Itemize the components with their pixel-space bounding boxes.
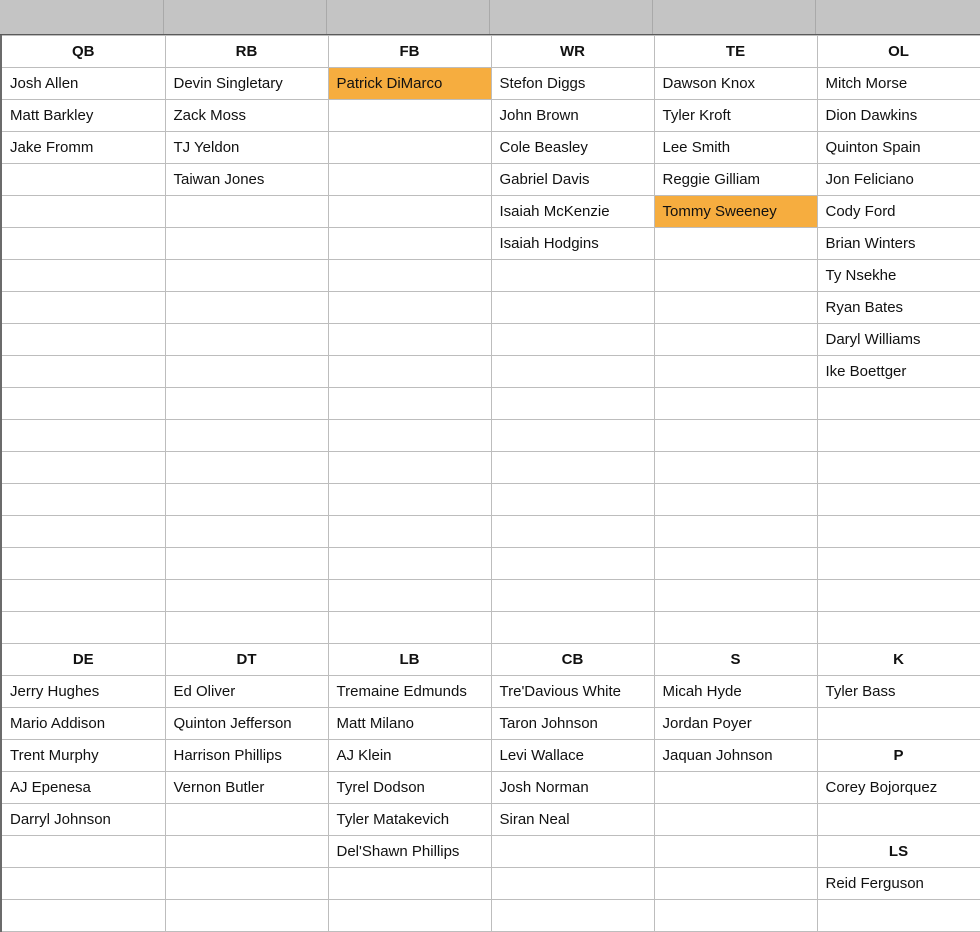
table-row <box>1 132 980 164</box>
empty-cell[interactable] <box>817 388 980 420</box>
empty-cell[interactable] <box>1 484 165 516</box>
column-header-bar[interactable] <box>0 0 980 36</box>
column-separator[interactable] <box>815 0 816 34</box>
empty-cell[interactable] <box>328 356 491 388</box>
empty-cell[interactable] <box>491 868 654 900</box>
position-header[interactable]: K <box>817 644 980 676</box>
empty-cell[interactable] <box>1 292 165 324</box>
empty-cell[interactable] <box>1 228 165 260</box>
empty-cell[interactable] <box>165 356 328 388</box>
table-row <box>1 484 980 516</box>
table-row <box>1 356 980 388</box>
table-row <box>1 868 980 900</box>
empty-cell[interactable] <box>491 324 654 356</box>
empty-cell[interactable] <box>491 836 654 868</box>
position-header[interactable]: DT <box>165 644 328 676</box>
player-cell[interactable]: Ty Nsekhe <box>817 260 980 292</box>
empty-cell[interactable] <box>328 228 491 260</box>
player-cell[interactable]: Dion Dawkins <box>817 100 980 132</box>
empty-cell[interactable] <box>165 900 328 932</box>
player-cell[interactable]: Darryl Johnson <box>1 804 165 836</box>
table-row <box>1 228 980 260</box>
table-row <box>1 68 980 100</box>
empty-cell[interactable] <box>491 388 654 420</box>
empty-cell[interactable] <box>328 900 491 932</box>
player-cell[interactable]: Harrison Phillips <box>165 740 328 772</box>
empty-cell[interactable] <box>654 836 817 868</box>
player-cell[interactable]: Jerry Hughes <box>1 676 165 708</box>
empty-cell[interactable] <box>654 868 817 900</box>
empty-cell[interactable] <box>328 452 491 484</box>
empty-cell[interactable] <box>491 484 654 516</box>
empty-cell[interactable] <box>328 484 491 516</box>
position-header-row <box>1 36 980 68</box>
player-cell[interactable]: Jaquan Johnson <box>654 740 817 772</box>
player-cell[interactable]: Quinton Jefferson <box>165 708 328 740</box>
empty-cell[interactable] <box>328 548 491 580</box>
table-row <box>1 516 980 548</box>
empty-cell[interactable] <box>165 292 328 324</box>
empty-cell[interactable] <box>817 548 980 580</box>
empty-cell[interactable] <box>165 196 328 228</box>
empty-cell[interactable] <box>491 548 654 580</box>
column-separator[interactable] <box>489 0 490 34</box>
player-cell[interactable]: AJ Epenesa <box>1 772 165 804</box>
empty-cell[interactable] <box>817 804 980 836</box>
empty-cell[interactable] <box>654 900 817 932</box>
empty-cell[interactable] <box>817 420 980 452</box>
table-row <box>1 452 980 484</box>
player-cell[interactable]: Levi Wallace <box>491 740 654 772</box>
player-cell[interactable]: Tyrel Dodson <box>328 772 491 804</box>
empty-cell[interactable] <box>817 516 980 548</box>
empty-cell[interactable] <box>1 868 165 900</box>
empty-cell[interactable] <box>328 164 491 196</box>
position-header[interactable]: FB <box>328 36 491 68</box>
empty-cell[interactable] <box>654 260 817 292</box>
empty-cell[interactable] <box>165 804 328 836</box>
player-cell[interactable]: Siran Neal <box>491 804 654 836</box>
empty-cell[interactable] <box>817 900 980 932</box>
empty-cell[interactable] <box>165 612 328 644</box>
table-row <box>1 420 980 452</box>
empty-cell[interactable] <box>654 580 817 612</box>
empty-cell[interactable] <box>1 260 165 292</box>
player-cell[interactable]: Taron Johnson <box>491 708 654 740</box>
position-header[interactable]: S <box>654 644 817 676</box>
player-cell[interactable]: Vernon Butler <box>165 772 328 804</box>
player-cell[interactable]: Isaiah Hodgins <box>491 228 654 260</box>
player-cell[interactable]: Gabriel Davis <box>491 164 654 196</box>
empty-cell[interactable] <box>1 612 165 644</box>
table-row <box>1 612 980 644</box>
position-header[interactable]: WR <box>491 36 654 68</box>
empty-cell[interactable] <box>491 356 654 388</box>
player-cell[interactable]: Tommy Sweeney <box>654 196 817 228</box>
player-cell[interactable]: Jordan Poyer <box>654 708 817 740</box>
empty-cell[interactable] <box>654 548 817 580</box>
empty-cell[interactable] <box>491 260 654 292</box>
empty-cell[interactable] <box>328 100 491 132</box>
empty-cell[interactable] <box>1 324 165 356</box>
player-cell[interactable]: Daryl Williams <box>817 324 980 356</box>
empty-cell[interactable] <box>165 324 328 356</box>
player-cell[interactable]: John Brown <box>491 100 654 132</box>
position-header[interactable]: LS <box>817 836 980 868</box>
empty-cell[interactable] <box>654 612 817 644</box>
empty-cell[interactable] <box>491 452 654 484</box>
player-cell[interactable]: Reid Ferguson <box>817 868 980 900</box>
column-separator[interactable] <box>652 0 653 34</box>
table-row <box>1 772 980 804</box>
column-separator[interactable] <box>326 0 327 34</box>
empty-cell[interactable] <box>1 196 165 228</box>
empty-cell[interactable] <box>491 292 654 324</box>
player-cell[interactable]: Zack Moss <box>165 100 328 132</box>
empty-cell[interactable] <box>165 452 328 484</box>
table-row <box>1 164 980 196</box>
empty-cell[interactable] <box>491 580 654 612</box>
empty-cell[interactable] <box>654 484 817 516</box>
empty-cell[interactable] <box>1 164 165 196</box>
table-row <box>1 196 980 228</box>
table-row <box>1 836 980 868</box>
empty-cell[interactable] <box>817 580 980 612</box>
player-cell[interactable]: Del'Shawn Phillips <box>328 836 491 868</box>
empty-cell[interactable] <box>1 356 165 388</box>
empty-cell[interactable] <box>165 868 328 900</box>
position-header[interactable]: P <box>817 740 980 772</box>
empty-cell[interactable] <box>165 548 328 580</box>
position-header-row <box>1 644 980 676</box>
empty-cell[interactable] <box>654 228 817 260</box>
player-cell[interactable]: Jon Feliciano <box>817 164 980 196</box>
empty-cell[interactable] <box>165 388 328 420</box>
player-cell[interactable]: Cody Ford <box>817 196 980 228</box>
empty-cell[interactable] <box>165 484 328 516</box>
player-cell[interactable]: Matt Barkley <box>1 100 165 132</box>
player-cell[interactable]: Stefon Diggs <box>491 68 654 100</box>
empty-cell[interactable] <box>328 516 491 548</box>
player-cell[interactable]: TJ Yeldon <box>165 132 328 164</box>
table-row <box>1 292 980 324</box>
table-row <box>1 100 980 132</box>
player-cell[interactable]: Quinton Spain <box>817 132 980 164</box>
table-row <box>1 708 980 740</box>
empty-cell[interactable] <box>165 580 328 612</box>
table-row <box>1 580 980 612</box>
player-cell[interactable]: Tyler Kroft <box>654 100 817 132</box>
empty-cell[interactable] <box>165 228 328 260</box>
player-cell[interactable]: Dawson Knox <box>654 68 817 100</box>
empty-cell[interactable] <box>1 516 165 548</box>
empty-cell[interactable] <box>491 612 654 644</box>
player-cell[interactable]: AJ Klein <box>328 740 491 772</box>
player-cell[interactable]: Josh Allen <box>1 68 165 100</box>
player-cell[interactable]: Ryan Bates <box>817 292 980 324</box>
player-cell[interactable]: Corey Bojorquez <box>817 772 980 804</box>
position-header[interactable]: DE <box>1 644 165 676</box>
empty-cell[interactable] <box>817 708 980 740</box>
empty-cell[interactable] <box>165 516 328 548</box>
table-row <box>1 676 980 708</box>
empty-cell[interactable] <box>328 388 491 420</box>
table-row <box>1 548 980 580</box>
empty-cell[interactable] <box>654 452 817 484</box>
table-row <box>1 900 980 932</box>
empty-cell[interactable] <box>491 516 654 548</box>
empty-cell[interactable] <box>1 452 165 484</box>
player-cell[interactable]: Micah Hyde <box>654 676 817 708</box>
empty-cell[interactable] <box>491 420 654 452</box>
position-header[interactable]: TE <box>654 36 817 68</box>
empty-cell[interactable] <box>654 356 817 388</box>
player-cell[interactable]: Taiwan Jones <box>165 164 328 196</box>
table-row <box>1 324 980 356</box>
empty-cell[interactable] <box>654 324 817 356</box>
empty-cell[interactable] <box>654 804 817 836</box>
empty-cell[interactable] <box>1 388 165 420</box>
empty-cell[interactable] <box>328 292 491 324</box>
position-header[interactable]: LB <box>328 644 491 676</box>
empty-cell[interactable] <box>491 900 654 932</box>
empty-cell[interactable] <box>328 260 491 292</box>
player-cell[interactable]: Brian Winters <box>817 228 980 260</box>
empty-cell[interactable] <box>328 196 491 228</box>
player-cell[interactable]: Devin Singletary <box>165 68 328 100</box>
player-cell[interactable]: Ike Boettger <box>817 356 980 388</box>
position-header[interactable]: QB <box>1 36 165 68</box>
player-cell[interactable]: Isaiah McKenzie <box>491 196 654 228</box>
empty-cell[interactable] <box>165 836 328 868</box>
empty-cell[interactable] <box>165 420 328 452</box>
empty-cell[interactable] <box>328 580 491 612</box>
empty-cell[interactable] <box>1 548 165 580</box>
player-cell[interactable]: Reggie Gilliam <box>654 164 817 196</box>
depth-chart-grid <box>0 35 980 932</box>
column-separator[interactable] <box>163 0 164 34</box>
player-cell[interactable]: Mitch Morse <box>817 68 980 100</box>
player-cell[interactable]: Jake Fromm <box>1 132 165 164</box>
empty-cell[interactable] <box>165 260 328 292</box>
empty-cell[interactable] <box>1 900 165 932</box>
empty-cell[interactable] <box>328 612 491 644</box>
empty-cell[interactable] <box>328 324 491 356</box>
empty-cell[interactable] <box>654 292 817 324</box>
empty-cell[interactable] <box>654 772 817 804</box>
empty-cell[interactable] <box>654 388 817 420</box>
player-cell[interactable]: Tre'Davious White <box>491 676 654 708</box>
empty-cell[interactable] <box>1 836 165 868</box>
empty-cell[interactable] <box>654 516 817 548</box>
empty-cell[interactable] <box>817 452 980 484</box>
table-row <box>1 740 980 772</box>
table-row <box>1 260 980 292</box>
player-cell[interactable]: Tyler Bass <box>817 676 980 708</box>
empty-cell[interactable] <box>1 580 165 612</box>
position-header[interactable]: RB <box>165 36 328 68</box>
empty-cell[interactable] <box>654 420 817 452</box>
player-cell[interactable]: Patrick DiMarco <box>328 68 491 100</box>
player-cell[interactable]: Trent Murphy <box>1 740 165 772</box>
player-cell[interactable]: Ed Oliver <box>165 676 328 708</box>
player-cell[interactable]: Mario Addison <box>1 708 165 740</box>
table-row <box>1 804 980 836</box>
position-header[interactable]: CB <box>491 644 654 676</box>
player-cell[interactable]: Matt Milano <box>328 708 491 740</box>
player-cell[interactable]: Lee Smith <box>654 132 817 164</box>
player-cell[interactable]: Cole Beasley <box>491 132 654 164</box>
position-header[interactable]: OL <box>817 36 980 68</box>
player-cell[interactable]: Tyler Matakevich <box>328 804 491 836</box>
empty-cell[interactable] <box>1 420 165 452</box>
empty-cell[interactable] <box>328 420 491 452</box>
player-cell[interactable]: Tremaine Edmunds <box>328 676 491 708</box>
empty-cell[interactable] <box>328 132 491 164</box>
empty-cell[interactable] <box>328 868 491 900</box>
player-cell[interactable]: Josh Norman <box>491 772 654 804</box>
table-row <box>1 388 980 420</box>
empty-cell[interactable] <box>817 612 980 644</box>
empty-cell[interactable] <box>817 484 980 516</box>
